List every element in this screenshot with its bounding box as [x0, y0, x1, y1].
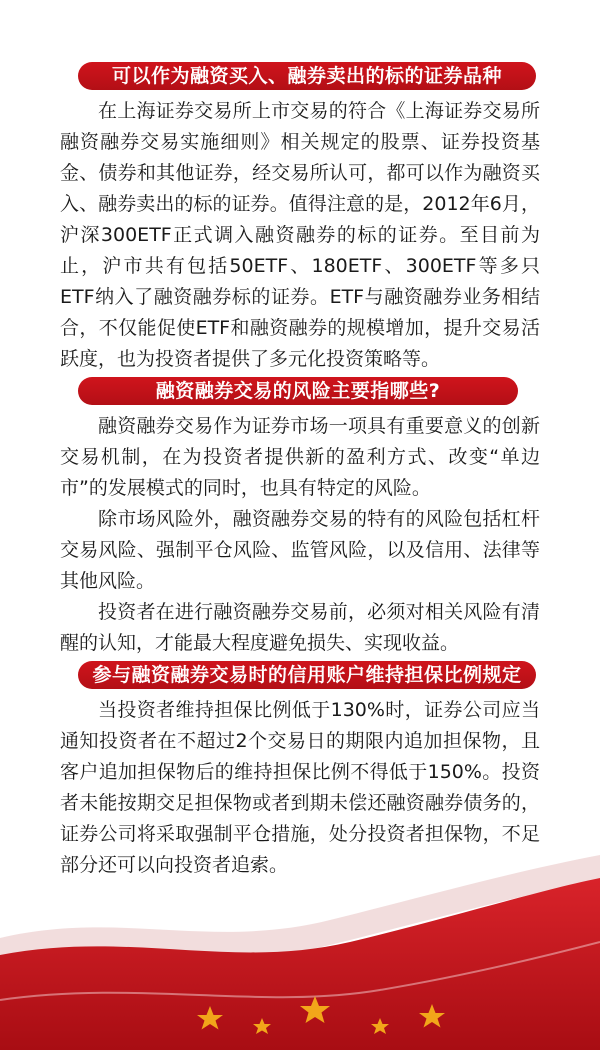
section-paragraph: 投资者在进行融资融券交易前，必须对相关风险有清醒的认知，才能最大程度避免损失、实现收益。: [60, 601, 540, 654]
star-icon: [300, 996, 330, 1023]
section-heading-risks: 融资融券交易的风险主要指哪些?: [78, 377, 518, 405]
star-icon: [197, 1006, 223, 1030]
section-heading-eligible-securities: 可以作为融资买入、融券卖出的标的证券品种: [78, 62, 536, 90]
star-row-decoration: [150, 988, 480, 1048]
star-icon: [419, 1004, 445, 1028]
section-paragraph: 除市场风险外，融资融券交易的特有的风险包括杠杆交易风险、强制平仓风险、监管风险，以及信用、法律等其他风险。: [60, 508, 540, 592]
star-icon: [253, 1018, 271, 1034]
section-paragraph: 融资融券交易作为证券市场一项具有重要意义的创新交易机制，在为投资者提供新的盈利方式、改变“单边市”的发展模式的同时，也具有特定的风险。: [60, 415, 540, 499]
section-paragraph: 在上海证券交易所上市交易的符合《上海证券交易所融资融券交易实施细则》相关规定的股票、证券投资基金、债券和其他证券，经交易所认可，都可以作为融资买入、融券卖出的标的证券。值得注意的是，2012年6月，沪深300ETF正式调入融资融券的标的证券。至目前为止，沪市共有包括50ETF、180ETF、300ETF等多只ETF纳入了融资融券标的证券。ETF与融资融券业务相结合，不仅能促使ETF和融资融券的规模增加，提升交易活跃度，也为投资者提供了多元化投资策略等。: [60, 100, 540, 370]
section-paragraph: 当投资者维持担保比例低于130%时，证券公司应当通知投资者在不超过2个交易日的期限内追加担保物，且客户追加担保物后的维持担保比例不得低于150%。投资者未能按期交足担保物或者到期未偿还融资融券债务的，证券公司将采取强制平仓措施，处分投资者担保物，不足部分还可以向投资者追索。: [60, 699, 540, 876]
section-heading-collateral-ratio: 参与融资融券交易时的信用账户维持担保比例规定: [78, 661, 536, 689]
article-content: [60, 62, 540, 881]
star-icon: [371, 1018, 389, 1034]
